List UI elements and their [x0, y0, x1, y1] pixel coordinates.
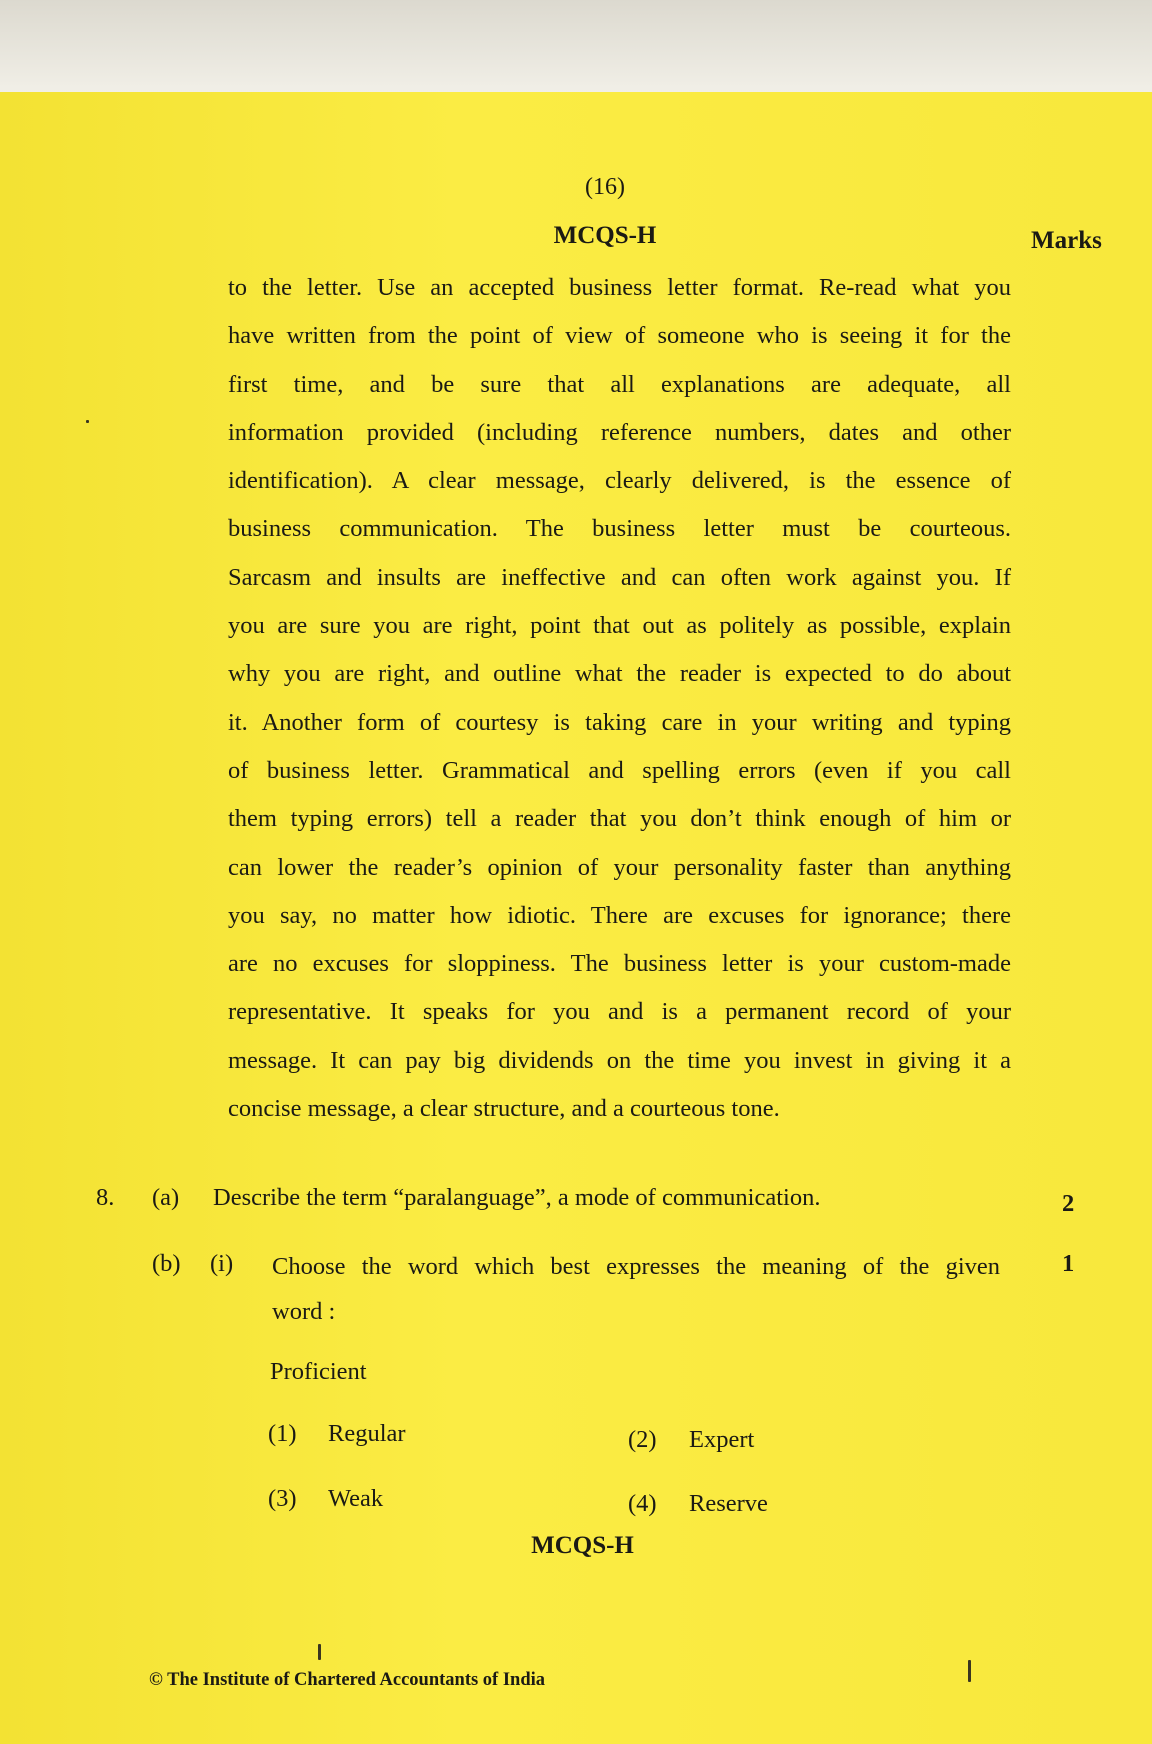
passage-line: to the letter. Use an accepted business letter format. Re-read what you — [228, 274, 1011, 301]
scan-background — [0, 0, 1152, 92]
option-text: Reserve — [689, 1490, 768, 1517]
passage-line: them typing errors) tell a reader that you don’t think enough of him or — [228, 805, 1011, 833]
part-b-text-continued: word : — [272, 1298, 336, 1325]
part-b-marks: 1 — [1062, 1250, 1075, 1277]
option-text: Expert — [689, 1426, 755, 1453]
part-b-sub-label: (i) — [210, 1250, 234, 1277]
passage-line: are no excuses for sloppiness. The business letter is your custom-made — [228, 950, 1011, 978]
passage-line: of business letter. Grammatical and spelling errors (even if you call — [228, 756, 1011, 784]
passage-line: message. It can pay big dividends on the time you invest in giving it a — [228, 1046, 1011, 1074]
passage-line: information provided (including reference numbers, dates and other — [228, 418, 1011, 446]
paper-code-header: MCQS-H — [553, 222, 657, 249]
passage-line: Sarcasm and insults are ineffective and can often work against you. If — [228, 563, 1011, 591]
part-b-label: (b) — [152, 1250, 181, 1277]
paper-code-footer: MCQS-H — [531, 1532, 634, 1559]
option-number: (2) — [628, 1426, 657, 1453]
passage-line: why you are right, and outline what the reader is expected to do about — [228, 660, 1011, 688]
part-a-text: Describe the term “paralanguage”, a mode of communication. — [213, 1184, 821, 1211]
marks-column-heading: Marks — [1031, 227, 1102, 254]
option-number: (1) — [268, 1420, 297, 1447]
scan-speck — [968, 1660, 971, 1682]
passage-text — [228, 264, 1011, 1133]
option-number: (4) — [628, 1490, 657, 1517]
option-text: Weak — [328, 1485, 384, 1512]
part-b-text: Choose the word which best expresses the meaning of the given — [272, 1253, 1000, 1280]
page-number: (16) — [585, 174, 625, 200]
given-word: Proficient — [270, 1358, 367, 1385]
part-a-marks: 2 — [1062, 1190, 1075, 1217]
passage-line: business communication. The business letter must be courteous. — [228, 515, 1011, 543]
passage-line: representative. It speaks for you and is a permanent record of your — [228, 998, 1011, 1026]
passage-line: you are sure you are right, point that out as politely as possible, explain — [228, 612, 1011, 640]
passage-line: you say, no matter how idiotic. There are excuses for ignorance; there — [228, 901, 1011, 929]
passage-line: first time, and be sure that all explanations are adequate, all — [228, 370, 1011, 398]
scan-speck — [318, 1644, 321, 1660]
passage-line: it. Another form of courtesy is taking care in your writing and typing — [228, 708, 1011, 736]
passage-line: have written from the point of view of someone who is seeing it for the — [228, 322, 1011, 350]
part-a-label: (a) — [152, 1184, 180, 1211]
option-text: Regular — [328, 1420, 406, 1447]
passage-line: concise message, a clear structure, and a courteous tone. — [228, 1095, 780, 1123]
scan-speck — [86, 420, 89, 423]
copyright-notice: © The Institute of Chartered Accountants of India — [149, 1670, 546, 1690]
passage-line: can lower the reader’s opinion of your personality faster than anything — [228, 853, 1011, 881]
question-number: 8. — [96, 1184, 115, 1211]
option-number: (3) — [268, 1485, 297, 1512]
passage-line: identification). A clear message, clearly delivered, is the essence of — [228, 467, 1011, 495]
